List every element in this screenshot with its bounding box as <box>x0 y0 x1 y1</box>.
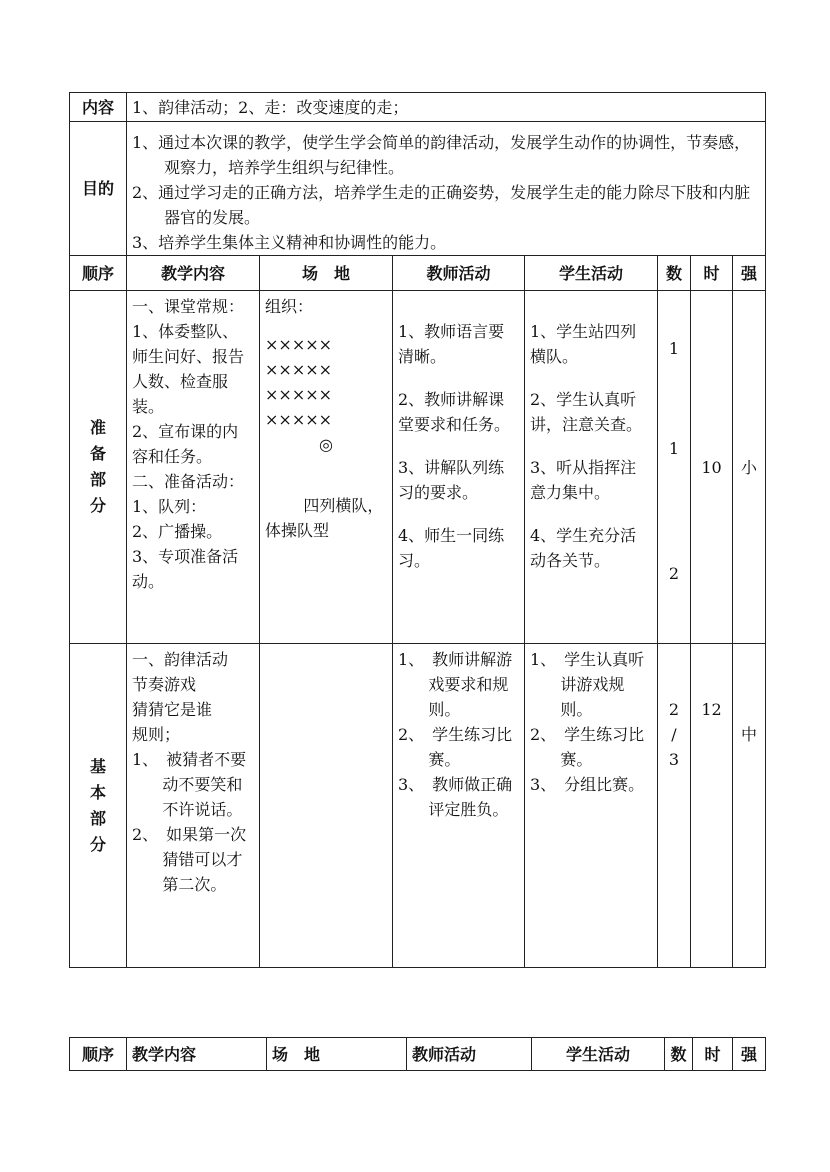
header-teacher: 教师活动 <box>407 1038 532 1071</box>
content-row <box>70 93 766 122</box>
content-label: 内容 <box>70 93 127 122</box>
header-teacher: 教师活动 <box>393 256 525 291</box>
basic-teacher: 1、 教师讲解游戏要求和规则。 2、 学生练习比赛。 3、 教师做正确评定胜负。 <box>393 644 525 968</box>
header-time: 时 <box>691 256 733 291</box>
prep-counts: 1 1 2 <box>658 291 691 644</box>
header-intensity: 强 <box>733 1038 766 1071</box>
header-intensity: 强 <box>733 256 766 291</box>
header-row-2 <box>70 1038 766 1071</box>
goal-label: 目的 <box>70 122 127 256</box>
goal-row <box>70 122 766 256</box>
formation-row: ××××× <box>265 385 333 404</box>
goal-2: 2、通过学习走的正确方法，培养学生走的正确姿势，发展学生走的能力除尽下肢和内脏器官的发展。 <box>132 183 751 227</box>
basic-content: 一、韵律活动 节奏游戏 猜猜它是谁 规则； 1、 被猜者不要动不要笑和不许说话。 2、 如果第一次猜错可以才第二次。 <box>127 644 260 968</box>
basic-time: 12 <box>691 644 733 968</box>
header-count: 数 <box>665 1038 693 1071</box>
teacher-position-symbol: ◎ <box>319 435 333 454</box>
prep-row <box>70 291 766 644</box>
second-page-header-table <box>69 1037 766 1071</box>
prep-teacher: 1、教师语言要清晰。 2、教师讲解课堂要求和任务。 3、讲解队列练习的要求。 4、师生一同练习。 <box>393 291 525 644</box>
basic-student: 1、 学生认真听讲游戏规则。 2、 学生练习比赛。 3、 分组比赛。 <box>525 644 658 968</box>
header-time: 时 <box>693 1038 733 1071</box>
header-count: 数 <box>658 256 691 291</box>
goal-list <box>127 122 766 256</box>
header-venue: 场 地 <box>260 256 393 291</box>
formation-row: ××××× <box>265 410 333 429</box>
venue-note: 四列横队，体操队型 <box>265 496 384 540</box>
lesson-plan-table <box>69 92 766 968</box>
header-content: 教学内容 <box>127 256 260 291</box>
basic-label: 基本部分 <box>70 644 127 968</box>
goal-3: 3、培养学生集体主义精神和协调性的能力。 <box>132 233 447 252</box>
header-order: 顺序 <box>70 256 127 291</box>
header-student: 学生活动 <box>532 1038 665 1071</box>
content-text: 1、韵律活动；2、走：改变速度的走； <box>127 93 766 122</box>
prep-time: 10 <box>691 291 733 644</box>
prep-label: 准备部分 <box>70 291 127 644</box>
header-venue: 场 地 <box>267 1038 407 1071</box>
prep-student: 1、学生站四列横队。 2、学生认真听讲，注意关查。 3、听从指挥注意力集中。 4、学生充分活动各关节。 <box>525 291 658 644</box>
header-row <box>70 256 766 291</box>
prep-venue <box>260 291 393 644</box>
header-order: 顺序 <box>70 1038 127 1071</box>
formation-row: ××××× <box>265 360 333 379</box>
basic-intensity: 中 <box>733 644 766 968</box>
header-student: 学生活动 <box>525 256 658 291</box>
prep-intensity: 小 <box>733 291 766 644</box>
basic-counts: 2 / 3 <box>658 644 691 968</box>
header-content: 教学内容 <box>127 1038 267 1071</box>
goal-1: 1、通过本次课的教学，使学生学会简单的韵律活动，发展学生动作的协调性，节奏感，观察力，培养学生组织与纪律性。 <box>132 133 751 177</box>
basic-venue <box>260 644 393 968</box>
prep-content: 一、课堂常规： 1、体委整队、师生问好、报告人数、检查服装。 2、宣布课的内容和任务。 二、准备活动： 1、队列： 2、广播操。 3、专项准备活动。 <box>127 291 260 644</box>
basic-row <box>70 644 766 968</box>
formation-row: ××××× <box>265 335 333 354</box>
venue-title: 组织： <box>265 297 314 316</box>
